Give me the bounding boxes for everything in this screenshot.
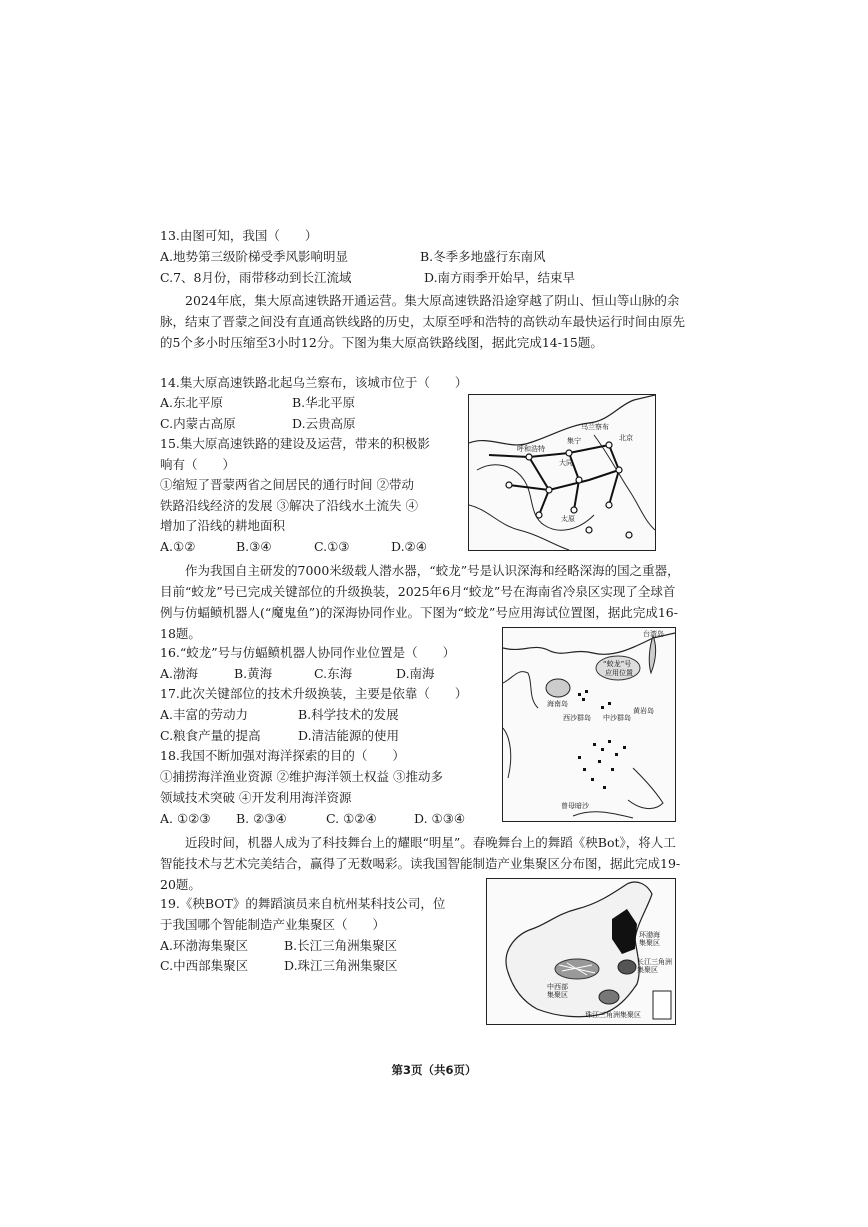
q15-item-line3: 增加了沿线的耕地面积: [160, 518, 286, 533]
map1-label-5: 大同: [559, 459, 573, 467]
south-china-sea-map: [502, 627, 676, 822]
map3-label-1: 环渤海: [639, 931, 660, 939]
passage-jiaolong: 作为我国自主研发的7000米级载人潜水器，“蛟龙”号是认识深海和经略深海的国之重器，目前“蛟龙”号已完成关键部位的升级换装，2025年6月“蛟龙”号在海南省冷泉区实现了全球首例与仿蝠鲼机器人(“魔鬼鱼”)的深海协同作业。下图为“蛟龙”号应用海试位置图，据此完成16-18题。: [160, 563, 680, 641]
q16-option-b: B.黄海: [234, 666, 273, 681]
q15-item-line2: 铁路沿线经济的发展 ③解决了沿线水土流失 ④: [160, 498, 418, 513]
passage-robots: 近段时间，机器人成为了科技舞台上的耀眼“明星”。春晚舞台上的舞蹈《秧Bot》，将人工智能技术与艺术完美结合，赢得了无数喝彩。读我国智能制造产业集聚区分布图，据此完成19-20题。: [160, 835, 681, 892]
q14-stem: 14.集大原高速铁路北起乌兰察布，该城市位于（ ）: [160, 375, 468, 390]
map2-label-8: 曾母暗沙: [561, 802, 589, 810]
q15-option-b: B.③④: [236, 539, 272, 554]
map2-label-5: 西沙群岛: [563, 714, 591, 722]
railway-route-map: [468, 394, 656, 551]
q18-option-c: C. ①②④: [326, 811, 377, 826]
q19-option-d: D.珠江三角洲集聚区: [284, 958, 398, 973]
q15-stem-line2: 响有（ ）: [160, 457, 236, 472]
q19-option-c: C.中西部集聚区: [160, 958, 249, 973]
q14-option-b: B.华北平原: [292, 395, 356, 410]
page-footer: 第3页（共6页）: [391, 1063, 477, 1077]
q17-option-b: B.科学技术的发展: [298, 707, 399, 722]
q14-option-c: C.内蒙古高原: [160, 416, 236, 431]
map2-label-1: 台湾岛: [643, 630, 664, 638]
q19-stem-line1: 19.《秧BOT》的舞蹈演员来自杭州某科技公司，位: [160, 896, 446, 911]
q18-item-line1: ①捕捞海洋渔业资源 ②维护海洋领土权益 ③推动多: [160, 769, 443, 784]
q15-option-d: D.②④: [391, 539, 427, 554]
map3-label-7: 珠江三角洲集聚区: [585, 1011, 641, 1019]
q16-option-a: A.渤海: [160, 666, 199, 681]
q13-option-d: D.南方雨季开始早，结束早: [424, 270, 576, 285]
q15-option-c: C.①③: [314, 539, 350, 554]
q14-option-a: A.东北平原: [160, 395, 224, 410]
q19-option-a: A.环渤海集聚区: [160, 938, 249, 953]
q15-item-line1: ①缩短了晋蒙两省之间居民的通行时间 ②带动: [160, 477, 414, 492]
map1-label-4: 集宁: [567, 437, 581, 445]
q18-item-line2: 领域技术突破 ④开发利用海洋资源: [160, 790, 352, 805]
q13-option-c: C.7、8月份，雨带移动到长江流域: [160, 270, 352, 285]
map2-label-2: “蛟龙”号: [603, 660, 632, 668]
q17-option-a: A.丰富的劳动力: [160, 707, 249, 722]
q14-option-d: D.云贵高原: [292, 416, 356, 431]
map3-label-4: 集聚区: [637, 966, 658, 974]
q18-option-a: A. ①②③: [160, 811, 211, 826]
q18-stem: 18.我国不断加强对海洋探索的目的（ ）: [160, 748, 405, 763]
q18-option-d: D. ①③④: [414, 811, 466, 826]
q16-option-d: D.南海: [396, 666, 435, 681]
q16-option-c: C.东海: [314, 666, 353, 681]
q15-option-a: A.①②: [160, 539, 196, 554]
q19-stem-line2: 于我国哪个智能制造产业集聚区（ ）: [160, 917, 386, 932]
map3-label-5: 中西部: [547, 983, 568, 991]
passage-high-speed-rail: 2024年底，集大原高速铁路开通运营。集大原高速铁路沿途穿越了阴山、恒山等山脉的余脉，结束了晋蒙之间没有直通高铁线路的历史，太原至呼和浩特的高铁动车最快运行时间由原先的5个多小时压缩至3小时12分。下图为集大原高铁路线图，据此完成14-15题。: [160, 293, 686, 350]
map2-label-4: 海南岛: [547, 700, 568, 708]
map1-label-6: 太原: [561, 515, 575, 523]
q16-stem: 16.“蛟龙”号与仿蝠鲼机器人协同作业位置是（ ）: [160, 645, 456, 660]
map2-label-7: 黄岩岛: [633, 707, 654, 715]
q13-stem: 13.由图可知，我国（ ）: [160, 228, 318, 243]
map1-label-3: 北京: [619, 434, 633, 442]
map2-label-6: 中沙群岛: [603, 714, 631, 722]
q19-option-b: B.长江三角洲集聚区: [284, 938, 398, 953]
q18-option-b: B. ②③④: [236, 811, 287, 826]
q17-option-d: D.清洁能源的使用: [298, 728, 400, 743]
map1-label-2: 乌兰察布: [581, 423, 609, 431]
industry-cluster-map: [486, 878, 676, 1025]
q13-option-a: A.地势第三级阶梯受季风影响明显: [160, 249, 349, 264]
map3-label-3: 长江三角洲: [637, 958, 672, 966]
map3-label-2: 集聚区: [639, 939, 660, 947]
map1-label-1: 呼和浩特: [517, 445, 545, 453]
q15-stem-line1: 15.集大原高速铁路的建设及运营，带来的积极影: [160, 436, 430, 451]
q13-option-b: B.冬季多地盛行东南风: [420, 249, 546, 264]
q17-option-c: C.粮食产量的提高: [160, 728, 261, 743]
map3-label-6: 集聚区: [547, 991, 568, 999]
map2-label-3: 应用位置: [605, 669, 633, 677]
q17-stem: 17.此次关键部位的技术升级换装，主要是依靠（ ）: [160, 686, 468, 701]
